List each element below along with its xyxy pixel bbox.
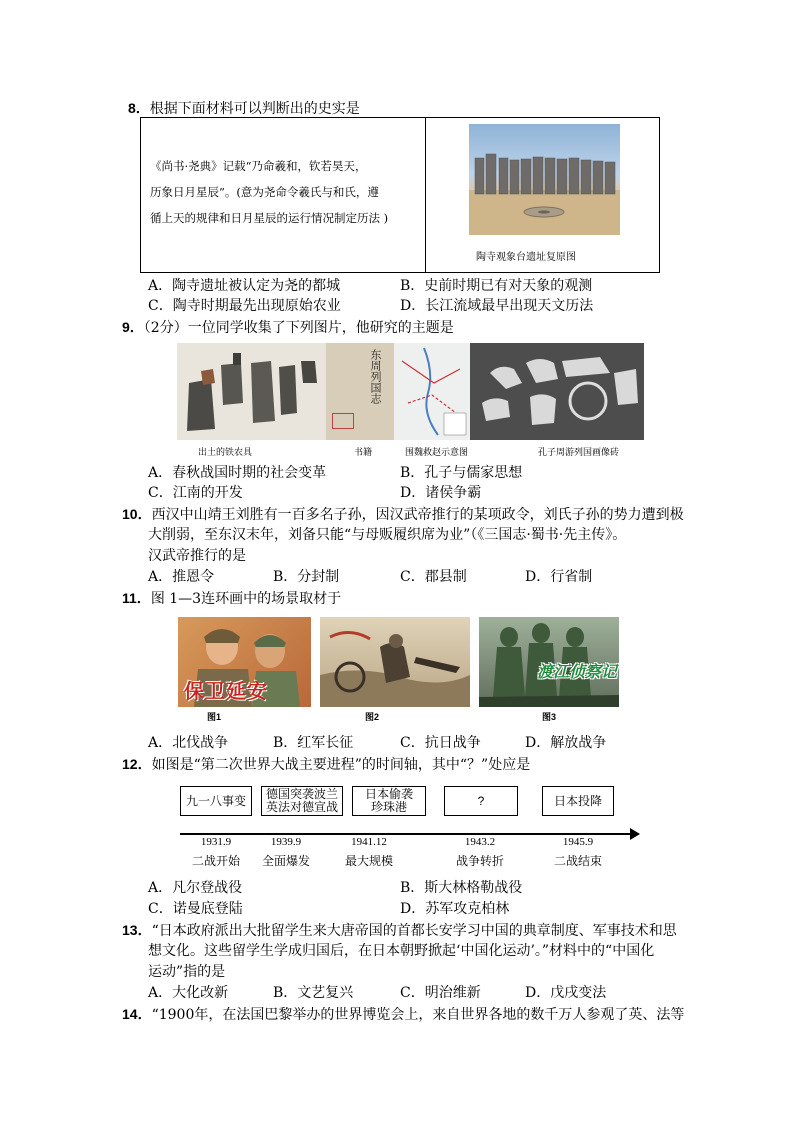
q10-option-b[interactable]: B．分封制 <box>273 569 340 585</box>
q8-option-b[interactable]: B．史前时期已有对天象的观测 <box>400 278 593 294</box>
q9-book-seal <box>332 413 354 429</box>
q9-book-title: 东周列国志 <box>369 349 382 404</box>
q11-comic-2-image <box>320 617 470 707</box>
q13-number: 13． <box>122 922 152 938</box>
timeline-date: 1943.2 <box>464 836 496 848</box>
q9-caption-relief: 孔子周游列国画像砖 <box>538 448 620 458</box>
timeline-date: 1941.12 <box>351 836 387 848</box>
q8-quote-line: 历象日月星辰”。(意为尧命令羲氏与和氏，遵 <box>150 185 379 199</box>
q8-table-divider <box>425 118 426 272</box>
timeline-arrow-icon <box>630 828 640 840</box>
q10-option-d[interactable]: D．行省制 <box>525 569 593 585</box>
timeline-axis <box>180 833 635 835</box>
q10-number: 10． <box>122 506 152 522</box>
q9-option-d[interactable]: D．诸侯争霸 <box>400 485 482 501</box>
q9-option-a[interactable]: A．春秋战国时期的社会变革 <box>148 465 327 481</box>
q9-number: 9． <box>122 319 144 335</box>
timeline-date: 1931.9 <box>200 836 232 848</box>
q11-option-a[interactable]: A．北伐战争 <box>148 735 229 751</box>
q12-option-c[interactable]: C．诺曼底登陆 <box>148 901 243 917</box>
q12-stem <box>122 754 530 775</box>
timeline-date: 1945.9 <box>562 836 594 848</box>
q11-option-d[interactable]: D．解放战争 <box>525 735 607 751</box>
timeline-event-box: 日本偷袭 珍珠港 <box>352 786 426 816</box>
timeline-label: 二战开始 <box>191 854 240 868</box>
q11-comic-3-image <box>479 617 619 707</box>
timeline-event-box: 德国突袭波兰 英法对德宣战 <box>261 786 343 816</box>
q10-option-c[interactable]: C．郡县制 <box>400 569 467 585</box>
q9-caption-tools: 出土的铁农具 <box>198 448 253 458</box>
q8-option-d[interactable]: D．长江流域最早出现天文历法 <box>400 298 594 314</box>
q8-image-caption: 陶寺观象台遗址复原图 <box>476 252 576 263</box>
q11-option-c[interactable]: C．抗日战争 <box>400 735 481 751</box>
q8-observatory-image <box>469 124 620 235</box>
timeline-label: 战争转折 <box>455 854 504 868</box>
q8-stem-text: 根据下面材料可以判断出的史实是 <box>149 101 360 117</box>
q10-option-a[interactable]: A．推恩令 <box>148 569 215 585</box>
q10-stem <box>122 504 684 525</box>
q12-option-b[interactable]: B．斯大林格勒战役 <box>400 880 523 896</box>
q12-option-d[interactable]: D．苏军攻克柏林 <box>400 901 510 917</box>
q11-number: 11． <box>122 590 151 606</box>
q11-comic-3-title: 渡江侦察记 <box>537 662 618 681</box>
q9-option-b[interactable]: B．孔子与儒家思想 <box>400 465 523 481</box>
q9-caption-book: 书籍 <box>354 448 373 458</box>
q8-stem <box>128 98 360 119</box>
q12-option-a[interactable]: A．凡尔登战役 <box>148 880 243 896</box>
timeline-event-box: 日本投降 <box>542 786 614 816</box>
q10-line: 大削弱，至东汉末年，刘备只能“与母贩履织席为业”（《三国志·蜀书·先主传》。 <box>148 527 627 543</box>
q8-quote-line: 《尚书·尧典》记载“乃命羲和，钦若昊天， <box>150 159 367 173</box>
q13-line: 运动”指的是 <box>148 964 226 980</box>
timeline-label: 全面爆发 <box>261 854 310 868</box>
q11-stem-text: 图 1—3连环画中的场景取材于 <box>150 591 342 607</box>
q8-quote-line: 循上天的规律和日月星辰的运行情况制定历法 ) <box>150 211 389 225</box>
q8-option-c[interactable]: C．陶寺时期最先出现原始农业 <box>148 298 341 314</box>
q11-caption-2: 图2 <box>365 712 380 722</box>
q13-option-a[interactable]: A．大化改新 <box>148 985 229 1001</box>
q9-iron-tools-image <box>177 343 326 440</box>
q11-comic-1-title: 保卫延安 <box>184 679 268 703</box>
q9-caption-map: 围魏救赵示意图 <box>405 448 469 458</box>
q14-number: 14． <box>122 1006 152 1022</box>
q13-line: “日本政府派出大批留学生来大唐帝国的首都长安学习中国的典章制度、军事技术和思 <box>151 923 677 939</box>
q9-stem <box>122 317 454 338</box>
q9-relief-brick-image <box>470 343 644 440</box>
q11-option-b[interactable]: B．红军长征 <box>273 735 354 751</box>
q12-stem-text: 如图是“第二次世界大战主要进程”的时间轴，其中“？”处应是 <box>151 757 531 773</box>
q8-number: 8． <box>128 100 150 116</box>
q9-stem-text: （2分）一位同学收集了下列图片，他研究的主题是 <box>143 320 454 336</box>
q13-option-c[interactable]: C．明治维新 <box>400 985 481 1001</box>
q14-stem <box>122 1004 684 1025</box>
q13-line: 想文化。这些留学生学成归国后，在日本朝野掀起‘中国化运动’。”材料中的“中国化 <box>148 943 655 959</box>
q10-line: 西汉中山靖王刘胜有一百多名子孙，因汉武帝推行的某项政令，刘氏子孙的势力遭到极 <box>151 507 684 523</box>
q9-option-c[interactable]: C．江南的开发 <box>148 485 243 501</box>
timeline-label: 二战结束 <box>553 854 602 868</box>
q13-option-b[interactable]: B．文艺复兴 <box>273 985 354 1001</box>
q8-quote <box>150 153 388 231</box>
q13-option-d[interactable]: D．戊戌变法 <box>525 985 607 1001</box>
q11-comic-1-image <box>178 617 311 707</box>
timeline-label: 最大规模 <box>344 854 393 868</box>
q8-option-a[interactable]: A．陶寺遗址被认定为尧的都城 <box>148 278 341 294</box>
q9-book-image <box>326 343 394 440</box>
q11-caption-1: 图1 <box>207 712 222 722</box>
timeline-unknown-event-box: ? <box>444 786 518 816</box>
q11-stem <box>122 588 341 609</box>
q13-stem <box>122 920 677 941</box>
timeline-date: 1939.9 <box>270 836 302 848</box>
q12-number: 12． <box>122 756 152 772</box>
q14-line: “1900年，在法国巴黎举办的世界博览会上，来自世界各地的数千万人参观了英、法等 <box>151 1007 685 1023</box>
q11-caption-3: 图3 <box>542 712 557 722</box>
q9-map-image <box>394 343 470 440</box>
q10-line: 汉武帝推行的是 <box>148 548 246 564</box>
timeline-event-box: 九一八事变 <box>180 786 252 816</box>
